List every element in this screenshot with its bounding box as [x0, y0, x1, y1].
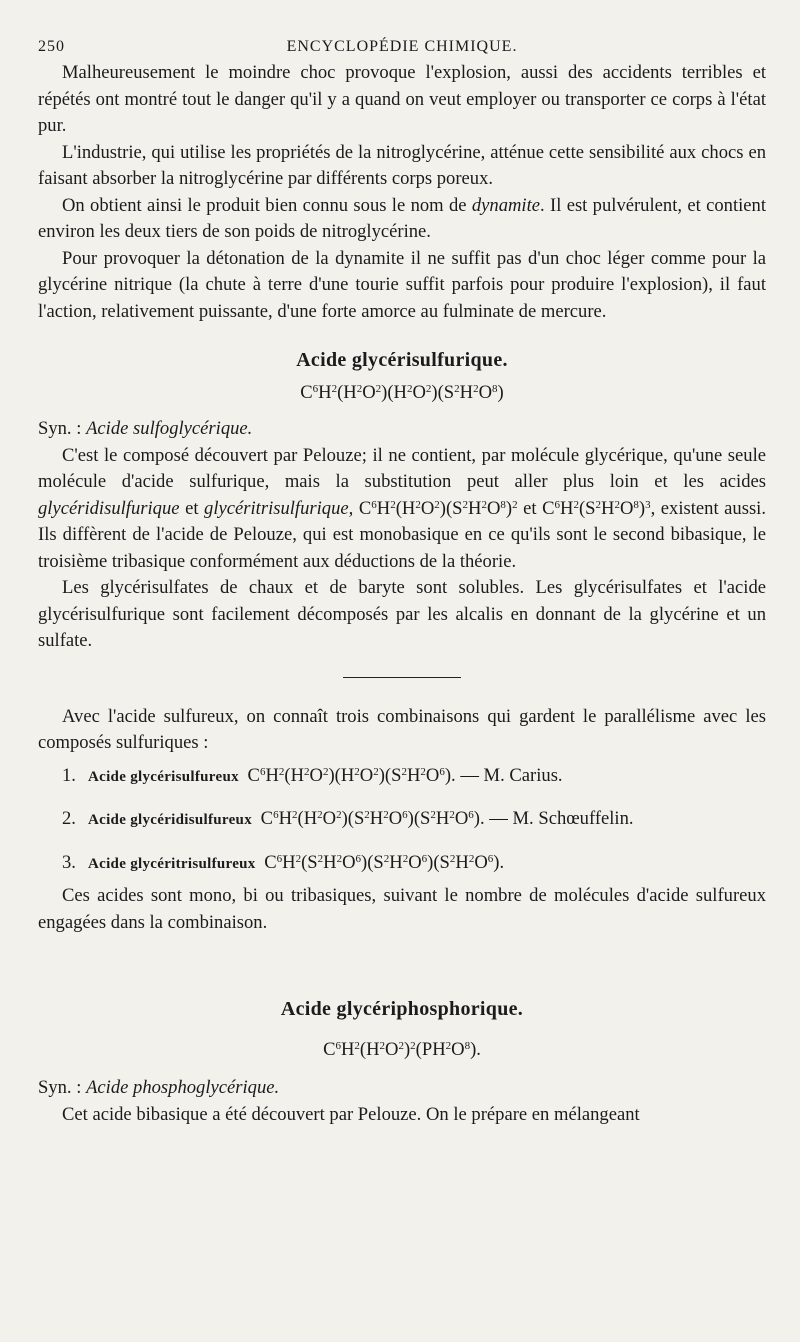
paragraph: C'est le composé découvert par Pelouze; il ne contient, par molécule glycérique, qu'une seule molécule d'acide sulfurique, mais la substitution peut aller plus loin et les acides glycéridisulfurique et glycéritrisulfurique, $C^6H^2(H^2O^2)(S^2H^2O^8)^2$ et $C^6H^2(S^2H^2O^8)^3$, existent aussi. Ils diffèrent de l'acide de Pelouze, qui est monobasique en ce qu'ils sont le second bibasique, le troisième tribasique conformément aux déductions de la théorie. [38, 444, 767, 572]
term-dynamite: dynamite [471, 194, 541, 216]
list-item: 2. Acide glycéridisulfureux $C^6H^2(H^2O^2)(S^2H^2O^6)(S^2H^2O^6)$. — M. Schœuffelin. [62, 808, 634, 829]
paragraph: On obtient ainsi le produit bien connu sous le nom de dynamite. Il est pulvérulent, et contient environ les deux tiers de son poids de nitroglycérine. [38, 194, 766, 242]
formula: $C^6H^2(H^2O^2)(H^2O^2)(S^2H^2O^6)$. [247, 764, 456, 786]
section-title-glyceriphosphorique: Acide glycériphosphorique. [280, 998, 524, 1020]
list-item: 3. Acide glycéritrisulfureux $C^6H^2(S^2H^2O^6)(S^2H^2O^6)(S^2H^2O^6)$. [62, 851, 505, 873]
synonym-line: Syn. : Acide phosphoglycérique. [38, 1077, 280, 1098]
paragraph: Les glycérisulfates de chaux et de baryte sont solubles. Les glycérisulfates et l'acide glycérisulfurique sont facilement décomposés par les alcalis en donnant de la glycérine et un sulfate. [38, 577, 766, 651]
paragraph: Ces acides sont mono, bi ou tribasiques, suivant le nombre de molécules d'acide sulfureux engagées dans la combinaison. [38, 885, 766, 933]
section-divider [343, 677, 461, 678]
page-header [38, 30, 766, 60]
list-item: 1. Acide glycérisulfureux $C^6H^2(H^2O^2)(H^2O^2)(S^2H^2O^6)$. — M. Carius. [62, 764, 563, 786]
formula: $C^6H^2(S^2H^2O^6)(S^2H^2O^6)(S^2H^2O^6)$. [264, 851, 505, 873]
section-title-glycerisulfurique: Acide glycérisulfurique. [296, 349, 508, 371]
running-title: ENCYCLOPÉDIE CHIMIQUE. [286, 38, 518, 55]
formula-glycerisulfurique: $C^6H^2(H^2O^2)(H^2O^2)(S^2H^2O^8)$ [300, 381, 504, 403]
paragraph: L'industrie, qui utilise les propriétés de la nitroglycérine, atténue cette sensibilité aux chocs en faisant absorber la nitroglycérine par différents corps poreux. [38, 141, 766, 189]
document-page [38, 30, 766, 1128]
paragraph: Cet acide bibasique a été découvert par Pelouze. On le prépare en mélangeant [62, 1103, 640, 1125]
synonym-line: Syn. : Acide sulfoglycérique. [38, 418, 253, 439]
paragraph: Malheureusement le moindre choc provoque l'explosion, aussi des accidents terribles et répétés ont montré tout le danger qu'il y a quand on veut employer ou transporter ce corps à l'état pur. [38, 62, 766, 136]
paragraph: Pour provoquer la détonation de la dynamite il ne suffit pas d'un choc léger comme pour la glycérine nitrique (la chute à terre d'une tourie suffit parfois pour produire l'explosion), il faut l'action, relativement puissante, d'une forte amorce au fulminate de mercure. [38, 247, 766, 322]
paragraph: Avec l'acide sulfureux, on connaît trois combinaisons qui gardent le parallélisme avec les composés sulfuriques : [38, 705, 766, 753]
formula: $C^6H^2(H^2O^2)(S^2H^2O^6)(S^2H^2O^6)$. [260, 808, 485, 829]
formula-glyceriphosphorique: $C^6H^2(H^2O^2)^2(PH^2O^8)$. [323, 1038, 481, 1060]
page-number: 250 [38, 38, 65, 55]
